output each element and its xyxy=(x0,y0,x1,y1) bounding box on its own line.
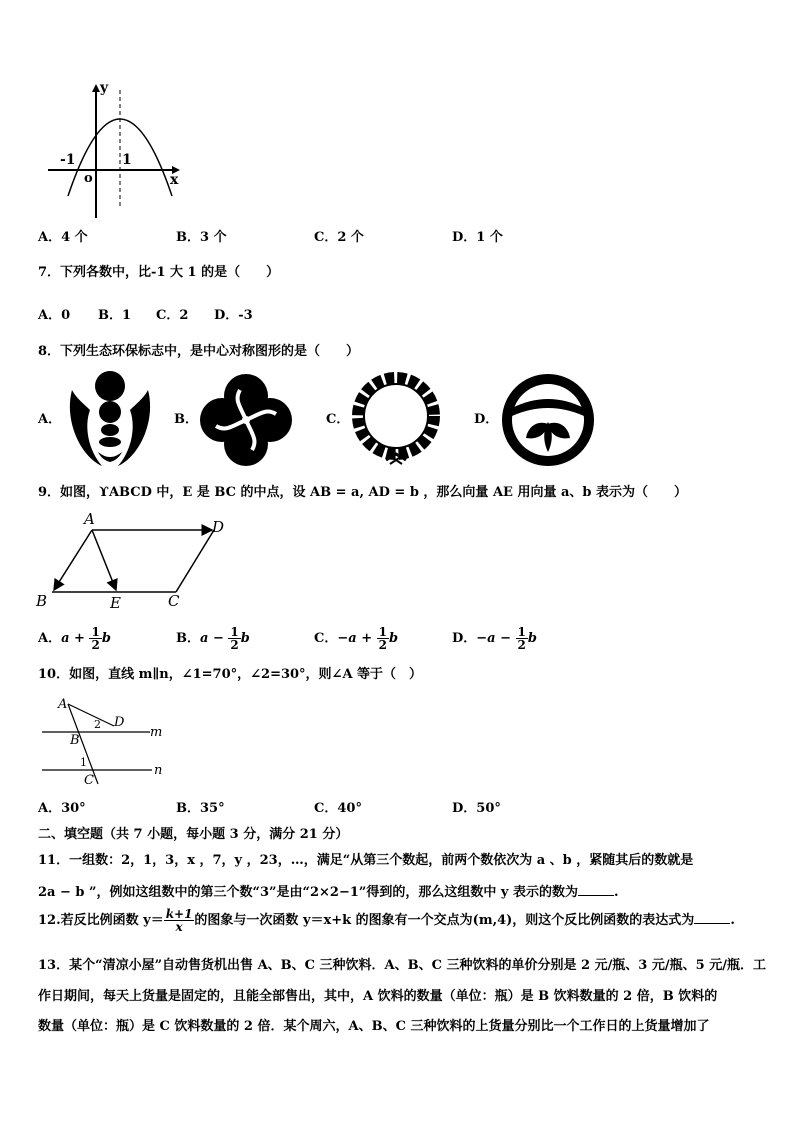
q8-label-a: A． xyxy=(38,412,62,427)
parallel-lines-figure xyxy=(38,694,178,788)
q6-option-d: D．1 个 xyxy=(452,230,503,245)
q12-answer-blank[interactable] xyxy=(694,922,730,924)
q9-option-c: C．−a + $\frac{1}{2}$ b xyxy=(314,625,399,652)
q7-question: 7．下列各数中，比-1 大 1 的是（ ） xyxy=(38,265,280,280)
q11-line1: 11．一组数：2，1，3，x ，7，y ，23，…，满足“从第三个数起，前两个数依次为 a 、b ，紧随其后的数就是 xyxy=(38,853,694,868)
q8-label-c: C． xyxy=(326,412,350,427)
q10-option-b: B．35° xyxy=(176,801,225,816)
x-label: x xyxy=(170,172,179,188)
q10-question: 10．如图，直线 m∥n，∠1=70°，∠2=30°，则∠A 等于（ ） xyxy=(38,667,423,682)
q7-option-c: C．2 xyxy=(156,308,189,323)
eco-symbol-c xyxy=(346,368,446,468)
point-a-label: A xyxy=(58,697,68,712)
y-axis-arrow xyxy=(92,84,100,92)
q9-option-b: B．a − $\frac{1}{2}$ b xyxy=(176,625,250,652)
q10-option-d: D．50° xyxy=(452,801,501,816)
q11-answer-blank[interactable] xyxy=(578,894,614,896)
eco-symbol-d xyxy=(500,372,596,468)
q7-option-d: D．-3 xyxy=(214,308,253,323)
point-c-label: C xyxy=(84,773,94,788)
vertex-d-label: D xyxy=(212,518,225,536)
y-label: y xyxy=(100,80,109,96)
q11-line2: 2a − b ”，例如这组数中的第三个数“3”是由“2×2−1”得到的，那么这组数中 y 表示的数为 . xyxy=(38,885,619,900)
angle-2-label: 2 xyxy=(94,718,101,731)
vertex-b-label: B xyxy=(36,592,48,610)
parabola-graph xyxy=(40,78,190,223)
neg-one-label: -1 xyxy=(60,152,76,168)
one-label: 1 xyxy=(122,152,132,168)
origin-label: o xyxy=(84,171,93,186)
q12-line: 12.若反比例函数 y＝ $\frac{k+1}{x}$ 的图象与一次函数 y＝x+k 的图象有一个交点为(m,4)，则这个反比例函数的表达式为 . xyxy=(38,907,735,934)
q7-option-b: B．1 xyxy=(98,308,132,323)
q9-question: 9．如图，ϒABCD 中，E 是 BC 的中点，设 AB = a, AD = b ，那么向量 AE 用向量 a、b 表示为（ ） xyxy=(38,485,688,500)
line-n-label: n xyxy=(154,763,163,778)
q13-line2: 作日期间，每天上货量是固定的，且能全部售出，其中，A 饮料的数量（单位：瓶）是 B 饮料数量的 2 倍，B 饮料的 xyxy=(38,989,718,1004)
vertex-e-label: E xyxy=(110,594,121,612)
vertex-a-label: A xyxy=(84,510,95,528)
eco-symbol-a xyxy=(62,370,158,468)
q13-line1: 13．某个“清凉小屋”自动售货机出售 A、B、C 三种饮料．A、B、C 三种饮料的单价分别是 2 元/瓶、3 元/瓶、5 元/瓶．工 xyxy=(38,958,766,973)
point-d-label: D xyxy=(114,715,125,730)
vertex-c-label: C xyxy=(168,592,180,610)
q9-option-d: D．−a − $\frac{1}{2}$ b xyxy=(452,625,537,652)
parallelogram-figure xyxy=(34,512,234,612)
q10-option-c: C．40° xyxy=(314,801,362,816)
point-b-label: B xyxy=(70,733,80,748)
angle-1-label: 1 xyxy=(80,756,87,769)
q6-option-b: B．3 个 xyxy=(176,230,227,245)
q6-option-c: C．2 个 xyxy=(314,230,364,245)
section-heading: 二、填空题（共 7 小题，每小题 3 分，满分 21 分） xyxy=(38,827,349,842)
line-m-label: m xyxy=(150,725,163,740)
q8-label-b: B． xyxy=(174,412,198,427)
q6-option-a: A．4 个 xyxy=(38,230,88,245)
q10-option-a: A．30° xyxy=(38,801,86,816)
q8-question: 8．下列生态环保标志中，是中心对称图形的是（ ） xyxy=(38,344,360,359)
q9-option-a: A．a + $\frac{1}{2}$ b xyxy=(38,625,111,652)
q8-label-d: D． xyxy=(474,412,499,427)
q13-line3: 数量（单位：瓶）是 C 饮料数量的 2 倍．某个周六，A、B、C 三种饮料的上货量分别比一个工作日的上货量增加了 xyxy=(38,1019,710,1034)
q7-option-a: A．0 xyxy=(38,308,71,323)
eco-symbol-b xyxy=(196,370,296,470)
